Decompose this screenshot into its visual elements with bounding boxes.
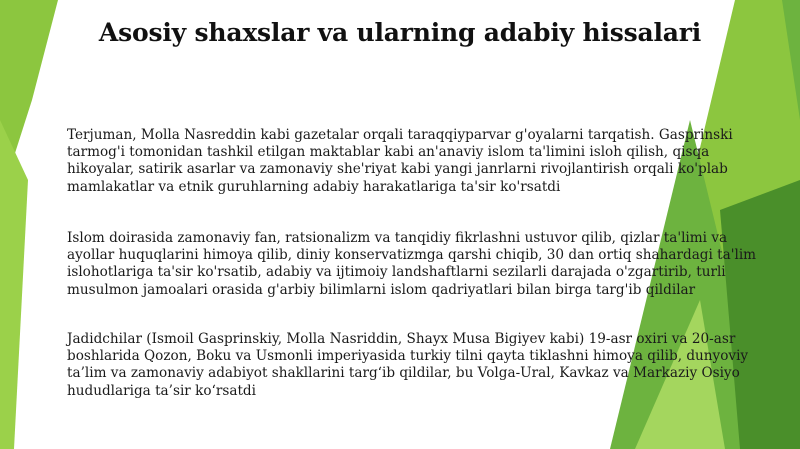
paragraph-1: Terjuman, Molla Nasreddin kabi gazetalar orqali taraqqiyparvar g'oyalarni tarqatish. Gasprinski tarmog'i tomonidan tashkil etilgan maktablar kabi an'anaviy islom ta'limini isloh qilish, qisqa hikoyalar, satirik asarlar va zamonaviy she'riyat kabi yangi janrlarni rivojlantirish orqali ko'plab mamlakatlar va etnik guruhlarning adabiy harakatlariga ta'sir ko'rsatdi xyxy=(67,127,733,195)
slide-title: Asosiy shaxslar va ularning adabiy hissalari xyxy=(98,18,702,47)
left-facet-bottom xyxy=(0,120,28,449)
paragraph-2: Islom doirasida zamonaviy fan, ratsionalizm va tanqidiy fikrlashni ustuvor qilib, qizlar ta'limi va ayollar huquqlarini himoya qilib, diniy konservatizmga qarshi chiqib, 30 dan ortiq shahardagi ta'lim islohotlariga ta'sir ko'rsatib, adabiy va ijtimoiy landshaftlarni sezilarli darajada o'zgartirib, turli musulmon jamoalari orasida g'arbiy bilimlarni islom qadriyatlari bilan birga targ'ib qildilar xyxy=(67,230,757,298)
paragraph-3: Jadidchilar (Ismoil Gasprinskiy, Molla Nasriddin, Shayx Musa Bigiyev kabi) 19-asr oxiri va 20-asr boshlarida Qozon, Boku va Usmonli imperiyasida turkiy tilni qayta tiklashni himoya qilib, dunyoviy ta’lim va zamonaviy adabiyot shakllarini targ‘ib qildilar, bu Volga-Ural, Kavkaz va Markaziy Osiyo hududlariga ta’sir ko‘rsatdi xyxy=(67,331,749,399)
